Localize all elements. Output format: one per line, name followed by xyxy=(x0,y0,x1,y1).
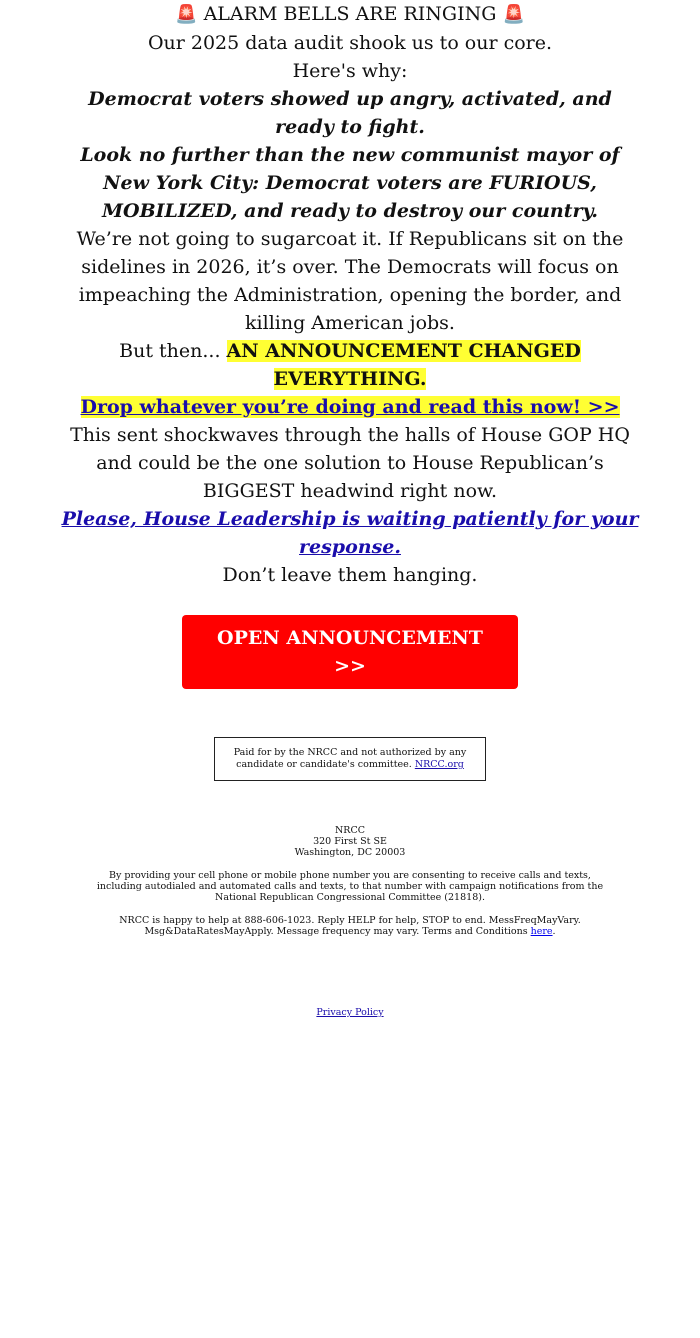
sugarcoat-paragraph: We’re not going to sugarcoat it. If Republicans sit on the sidelines in 2026, it’s over. The Democrats will focus on impeaching the Administration, opening the border, and killing American jobs. xyxy=(76,228,624,334)
shockwaves-paragraph: This sent shockwaves through the halls of House GOP HQ and could be the one solution to House Republican’s BIGGEST headwind right now. xyxy=(70,424,630,502)
please-paragraph xyxy=(60,505,640,561)
help-text: NRCC is happy to help at 888-606-1023. Reply HELP for help, STOP to end. MessFreqMayVary. Msg&DataRatesMayApply. Message frequency may vary. Terms and Conditions xyxy=(119,915,581,937)
siren-icon: 🚨 xyxy=(502,4,525,25)
terms-here-link[interactable]: here xyxy=(530,926,553,937)
announcement-highlight: AN ANNOUNCEMENT CHANGED EVERYTHING. xyxy=(226,340,581,390)
paid-for-disclaimer xyxy=(214,737,486,781)
headline xyxy=(60,0,640,29)
announcement-paragraph xyxy=(60,337,640,393)
audit-paragraph: Our 2025 data audit shook us to our core. xyxy=(147,32,553,54)
nyc-mayor-paragraph: Look no further than the new communist mayor of New York City: Democrat voters are FURIOUS, MOBILIZED, and ready to destroy our country. xyxy=(80,144,620,222)
nrcc-org-link[interactable]: NRCC.org xyxy=(414,759,464,770)
email-body xyxy=(60,0,640,1018)
drop-paragraph xyxy=(60,393,640,421)
hanging-paragraph: Don’t leave them hanging. xyxy=(222,564,478,586)
open-announcement-button[interactable]: OPEN ANNOUNCEMENT >> xyxy=(182,615,518,689)
angry-voters-paragraph: Democrat voters showed up angry, activated, and ready to fight. xyxy=(88,88,612,138)
siren-icon: 🚨 xyxy=(175,4,198,25)
address-city: Washington, DC 20003 xyxy=(294,847,406,858)
privacy-footer xyxy=(60,1007,640,1018)
help-period: . xyxy=(552,926,556,937)
address-street: 320 First St SE xyxy=(313,836,387,847)
leadership-waiting-link[interactable]: Please, House Leadership is waiting patiently for your response. xyxy=(61,508,639,558)
address-org: NRCC xyxy=(334,825,365,836)
cta-container xyxy=(60,615,640,689)
then-prefix: But then... xyxy=(119,340,221,362)
help-notice xyxy=(95,915,605,937)
disclaimer-container xyxy=(60,737,640,781)
read-now-link[interactable]: Drop whatever you’re doing and read this now! >> xyxy=(80,396,620,418)
consent-notice: By providing your cell phone or mobile phone number you are consenting to receive calls and texts, including autodialed and automated calls and texts, to that number with campaign notifications from the National Republican Congressional Committee (21818). xyxy=(96,870,604,903)
headline-text: ALARM BELLS ARE RINGING xyxy=(203,3,497,25)
why-paragraph: Here's why: xyxy=(292,60,408,82)
mailing-address xyxy=(60,825,640,858)
privacy-policy-link[interactable]: Privacy Policy xyxy=(316,1007,384,1018)
disclaimer-text: Paid for by the NRCC and not authorized by any candidate or candidate's committee. xyxy=(233,747,467,770)
